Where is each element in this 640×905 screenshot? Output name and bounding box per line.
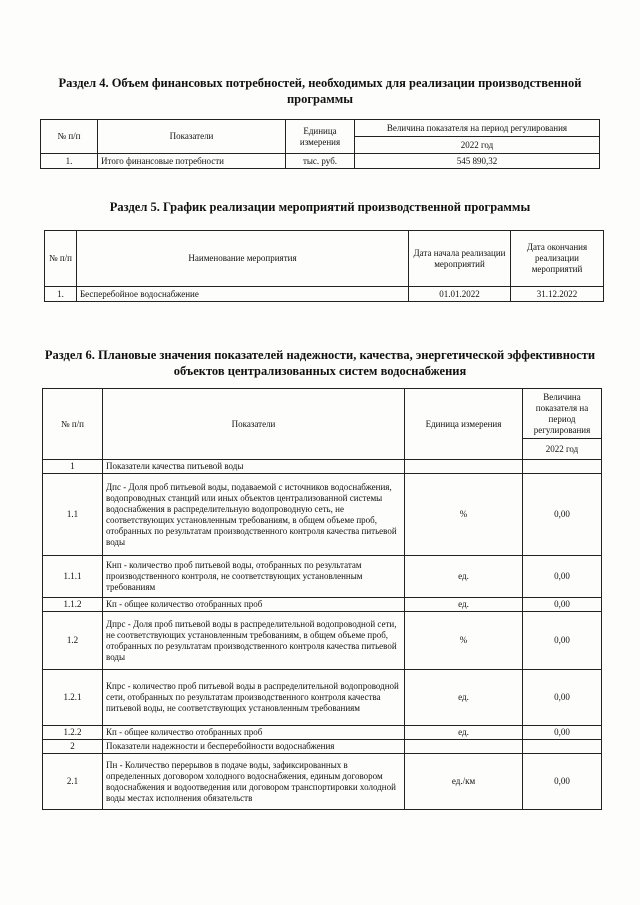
row-indicator: Дпрс - Доля проб питьевой воды в распределительной водопроводной сети, не соответствующих установленным требованиям, в общем объеме проб, отобранных по результатам производственного контроля качества питьевой воды bbox=[103, 612, 405, 670]
table-row bbox=[43, 598, 602, 612]
header-value: Величина показателя на период регулирования bbox=[355, 120, 600, 137]
row-num: 1.1 bbox=[43, 474, 103, 556]
header-name: Наименование мероприятия bbox=[77, 231, 409, 287]
row-num: 1. bbox=[41, 154, 98, 169]
row-unit: ед. bbox=[405, 726, 523, 740]
section5-title: Раздел 5. График реализации мероприятий производственной программы bbox=[109, 200, 531, 214]
row-unit: ед. bbox=[405, 556, 523, 598]
row-unit: ед./км bbox=[405, 754, 523, 810]
table-row bbox=[43, 754, 602, 810]
row-num: 1.2.2 bbox=[43, 726, 103, 740]
table-row bbox=[43, 612, 602, 670]
row-value: 0,00 bbox=[523, 754, 602, 810]
header-value: Величина показателя на период регулирования bbox=[523, 389, 602, 439]
row-num: 1. bbox=[45, 287, 77, 302]
row-end: 31.12.2022 bbox=[511, 287, 604, 302]
row-num: 2 bbox=[43, 740, 103, 754]
schedule-table bbox=[44, 230, 604, 302]
row-indicator: Кпрс - количество проб питьевой воды в распределительной водопроводной сети, отобранных по результатам производственного контроля качества питьевой воды, не соответствующих установленным требованиям bbox=[103, 670, 405, 726]
row-indicator: Показатели надежности и бесперебойности водоснабжения bbox=[103, 740, 405, 754]
table-row bbox=[45, 287, 604, 302]
table-row bbox=[41, 154, 600, 169]
row-start: 01.01.2022 bbox=[409, 287, 511, 302]
row-num: 2.1 bbox=[43, 754, 103, 810]
header-num: № п/п bbox=[41, 120, 98, 154]
row-value: 0,00 bbox=[523, 670, 602, 726]
row-indicator: Дпс - Доля проб питьевой воды, подаваемой с источников водоснабжения, водопроводных станций или иных объектов централизованной системы водоснабжения в распределительную водопроводную сеть, не соответствующих установленным требованиям, в общем объеме проб, отобранных по результатам производственного контроля качества питьевой воды bbox=[103, 474, 405, 556]
header-indicator: Показатели bbox=[98, 120, 286, 154]
row-value bbox=[523, 740, 602, 754]
header-start: Дата начала реализации мероприятий bbox=[409, 231, 511, 287]
row-num: 1.2.1 bbox=[43, 670, 103, 726]
row-num: 1 bbox=[43, 460, 103, 474]
row-value: 0,00 bbox=[523, 726, 602, 740]
header-year: 2022 год bbox=[523, 439, 602, 460]
row-indicator: Кп - общее количество отобранных проб bbox=[103, 726, 405, 740]
table-row bbox=[43, 556, 602, 598]
row-value: 0,00 bbox=[523, 612, 602, 670]
financial-needs-table bbox=[40, 119, 600, 169]
row-name: Бесперебойное водоснабжение bbox=[77, 287, 409, 302]
table-row bbox=[43, 740, 602, 754]
table-row bbox=[43, 670, 602, 726]
row-unit: % bbox=[405, 474, 523, 556]
row-indicator: Кп - общее количество отобранных проб bbox=[103, 598, 405, 612]
header-year: 2022 год bbox=[355, 137, 600, 154]
row-indicator: Итого финансовые потребности bbox=[98, 154, 286, 169]
row-indicator: Показатели качества питьевой воды bbox=[103, 460, 405, 474]
row-num: 1.2 bbox=[43, 612, 103, 670]
header-unit: Единица измерения bbox=[405, 389, 523, 460]
table-row bbox=[43, 460, 602, 474]
row-unit: % bbox=[405, 612, 523, 670]
header-num: № п/п bbox=[43, 389, 103, 460]
indicators-table bbox=[42, 388, 602, 810]
table-row bbox=[43, 726, 602, 740]
row-value bbox=[523, 460, 602, 474]
row-num: 1.1.1 bbox=[43, 556, 103, 598]
row-unit bbox=[405, 460, 523, 474]
row-value: 0,00 bbox=[523, 474, 602, 556]
row-num: 1.1.2 bbox=[43, 598, 103, 612]
row-value: 0,00 bbox=[523, 598, 602, 612]
row-value: 0,00 bbox=[523, 556, 602, 598]
section6-title: Раздел 6. Плановые значения показателей надежности, качества, энергетической эффективности объектов централизованных систем водоснабжения bbox=[44, 348, 596, 378]
row-indicator: Пн - Количество перерывов в подаче воды, зафиксированных в определенных договором холодного водоснабжения, единым договором водоснабжения и водоотведения или договором транспортировки холодной воды местах исполнения обязательств bbox=[103, 754, 405, 810]
row-unit: ед. bbox=[405, 598, 523, 612]
row-unit bbox=[405, 740, 523, 754]
table-row bbox=[43, 474, 602, 556]
row-unit: тыс. руб. bbox=[286, 154, 355, 169]
header-indicator: Показатели bbox=[103, 389, 405, 460]
header-num: № п/п bbox=[45, 231, 77, 287]
header-unit: Единица измерения bbox=[286, 120, 355, 154]
row-indicator: Кнп - количество проб питьевой воды, отобранных по результатам производственного контроля, не соответствующих установленным требованиям bbox=[103, 556, 405, 598]
row-value: 545 890,32 bbox=[355, 154, 600, 169]
row-unit: ед. bbox=[405, 670, 523, 726]
section4-title: Раздел 4. Объем финансовых потребностей, необходимых для реализации производственной программы bbox=[58, 76, 582, 106]
header-end: Дата окончания реализации мероприятий bbox=[511, 231, 604, 287]
